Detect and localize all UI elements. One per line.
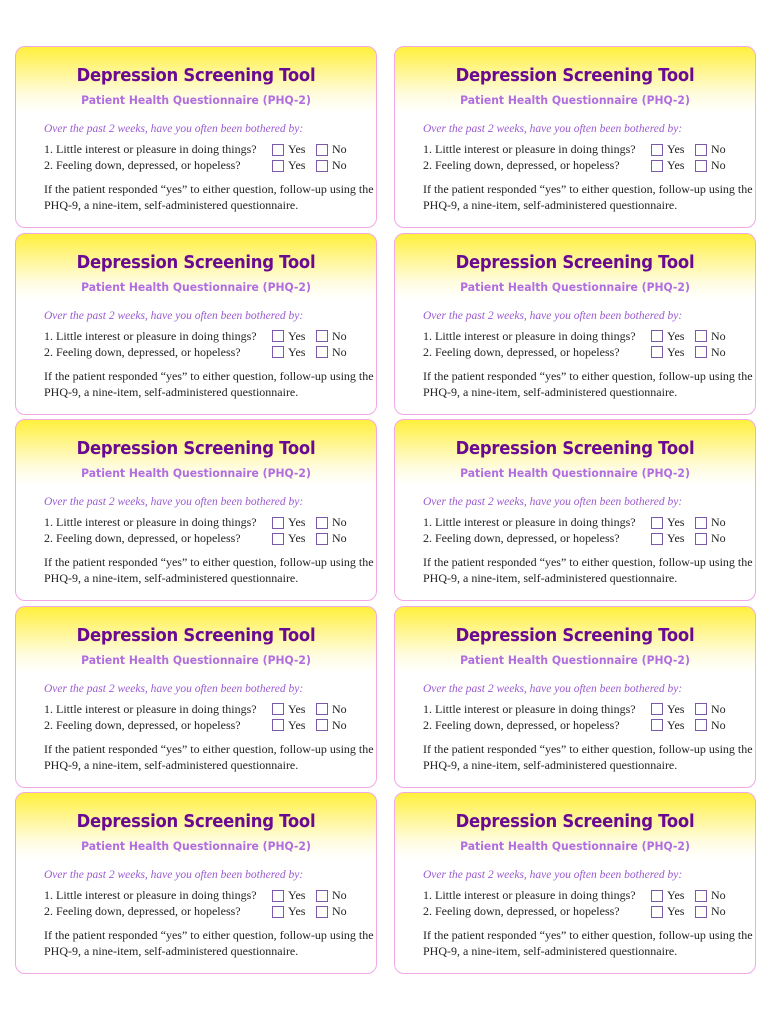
q2-yes-option[interactable] — [272, 531, 305, 546]
checkbox-icon[interactable] — [695, 144, 707, 156]
card-title: Depression Screening Tool — [455, 625, 695, 646]
followup-note: If the patient responded “yes” to either question, follow-up using the PHQ-9, a nine-item, self-administered questionnaire. — [423, 555, 753, 585]
q1-yes-option[interactable] — [272, 888, 305, 903]
checkbox-icon[interactable] — [695, 533, 707, 545]
question-1: 1. Little interest or pleasure in doing things? — [44, 701, 257, 716]
question-prompt: Over the past 2 weeks, have you often been bothered by: — [44, 309, 304, 322]
checkbox-icon[interactable] — [316, 719, 328, 731]
q1-no-option[interactable] — [316, 515, 347, 530]
followup-note: If the patient responded “yes” to either question, follow-up using the PHQ-9, a nine-item, self-administered questionnaire. — [423, 368, 753, 399]
no-label: No — [332, 142, 347, 156]
screening-card — [394, 606, 756, 788]
yes-label: Yes — [667, 328, 685, 343]
no-label: No — [332, 701, 347, 716]
question-2: 2. Feeling down, depressed, or hopeless? — [44, 531, 241, 545]
followup-note: If the patient responded “yes” to either question, follow-up using the PHQ-9, a nine-item, self-administered questionnaire. — [44, 368, 374, 399]
question-2: 2. Feeling down, depressed, or hopeless? — [423, 717, 620, 732]
question-2: 2. Feeling down, depressed, or hopeless? — [423, 904, 620, 918]
checkbox-icon[interactable] — [316, 517, 328, 529]
card-sheet — [15, 46, 756, 974]
no-label: No — [711, 515, 726, 529]
question-1: 1. Little interest or pleasure in doing things? — [44, 328, 257, 343]
yes-label: Yes — [667, 717, 685, 732]
card-subtitle: Patient Health Questionnaire (PHQ-2) — [81, 652, 311, 667]
question-1: 1. Little interest or pleasure in doing things? — [423, 142, 636, 156]
yes-label: Yes — [667, 904, 685, 918]
yes-label: Yes — [288, 142, 306, 156]
q2-no-option[interactable] — [695, 904, 726, 919]
q2-no-option[interactable] — [316, 158, 347, 173]
question-1: 1. Little interest or pleasure in doing things? — [44, 888, 257, 902]
checkbox-icon[interactable] — [695, 890, 707, 902]
card-title: Depression Screening Tool — [76, 625, 316, 646]
question-1: 1. Little interest or pleasure in doing things? — [423, 888, 636, 902]
checkbox-icon[interactable] — [272, 160, 284, 172]
card-subtitle: Patient Health Questionnaire (PHQ-2) — [81, 279, 311, 294]
q2-no-option[interactable] — [695, 158, 726, 173]
question-2: 2. Feeling down, depressed, or hopeless? — [44, 158, 241, 172]
no-label: No — [332, 328, 347, 343]
no-label: No — [711, 701, 726, 716]
followup-note: If the patient responded “yes” to either question, follow-up using the PHQ-9, a nine-item, self-administered questionnaire. — [44, 182, 374, 212]
no-label: No — [711, 328, 726, 343]
checkbox-icon[interactable] — [316, 906, 328, 918]
no-label: No — [332, 531, 347, 545]
followup-note: If the patient responded “yes” to either question, follow-up using the PHQ-9, a nine-item, self-administered questionnaire. — [423, 741, 753, 772]
no-label: No — [711, 158, 726, 172]
q1-no-option[interactable] — [316, 888, 347, 903]
card-subtitle: Patient Health Questionnaire (PHQ-2) — [460, 466, 690, 480]
checkbox-icon[interactable] — [272, 890, 284, 902]
card-subtitle: Patient Health Questionnaire (PHQ-2) — [81, 93, 311, 107]
no-label: No — [711, 344, 726, 359]
q2-no-option[interactable] — [695, 718, 726, 733]
question-1: 1. Little interest or pleasure in doing things? — [423, 515, 636, 529]
q1-no-option[interactable] — [316, 142, 347, 157]
checkbox-icon[interactable] — [651, 703, 663, 715]
q2-yes-option[interactable] — [272, 345, 305, 360]
yes-label: Yes — [667, 158, 685, 172]
no-label: No — [711, 888, 726, 902]
screening-card — [394, 792, 756, 974]
checkbox-icon[interactable] — [272, 719, 284, 731]
checkbox-icon[interactable] — [651, 719, 663, 731]
q1-yes-option[interactable] — [651, 515, 684, 530]
question-2: 2. Feeling down, depressed, or hopeless? — [44, 344, 241, 359]
yes-label: Yes — [288, 328, 306, 343]
q2-no-option[interactable] — [316, 531, 347, 546]
card-subtitle: Patient Health Questionnaire (PHQ-2) — [460, 652, 690, 667]
yes-label: Yes — [667, 701, 685, 716]
checkbox-icon[interactable] — [695, 330, 707, 342]
q1-no-option[interactable] — [316, 329, 347, 344]
yes-label: Yes — [667, 531, 685, 545]
no-label: No — [332, 344, 347, 359]
question-prompt: Over the past 2 weeks, have you often been bothered by: — [44, 682, 304, 695]
card-title: Depression Screening Tool — [76, 439, 316, 459]
yes-label: Yes — [667, 888, 685, 902]
no-label: No — [332, 717, 347, 732]
q2-yes-option[interactable] — [272, 718, 305, 733]
card-title: Depression Screening Tool — [455, 812, 695, 832]
checkbox-icon[interactable] — [272, 906, 284, 918]
checkbox-icon[interactable] — [316, 330, 328, 342]
q1-yes-option[interactable] — [651, 702, 684, 717]
q2-yes-option[interactable] — [272, 904, 305, 919]
yes-label: Yes — [288, 515, 306, 529]
card-subtitle: Patient Health Questionnaire (PHQ-2) — [81, 466, 311, 480]
checkbox-icon[interactable] — [651, 890, 663, 902]
checkbox-icon[interactable] — [651, 330, 663, 342]
question-2: 2. Feeling down, depressed, or hopeless? — [44, 904, 241, 918]
screening-card — [15, 419, 377, 601]
screening-card — [15, 46, 377, 228]
question-prompt: Over the past 2 weeks, have you often been bothered by: — [423, 496, 683, 508]
screening-card — [394, 46, 756, 228]
checkbox-icon[interactable] — [651, 906, 663, 918]
q1-yes-option[interactable] — [272, 515, 305, 530]
yes-label: Yes — [288, 531, 306, 545]
question-2: 2. Feeling down, depressed, or hopeless? — [423, 158, 620, 172]
q2-no-option[interactable] — [695, 345, 726, 360]
question-prompt: Over the past 2 weeks, have you often been bothered by: — [44, 123, 304, 135]
card-subtitle: Patient Health Questionnaire (PHQ-2) — [460, 93, 690, 107]
card-title: Depression Screening Tool — [76, 812, 316, 832]
question-1: 1. Little interest or pleasure in doing things? — [44, 142, 257, 156]
screening-card — [394, 233, 756, 415]
q2-no-option[interactable] — [316, 718, 347, 733]
q2-yes-option[interactable] — [651, 904, 684, 919]
q1-yes-option[interactable] — [651, 329, 684, 344]
checkbox-icon[interactable] — [316, 160, 328, 172]
q1-yes-option[interactable] — [272, 702, 305, 717]
yes-label: Yes — [288, 344, 306, 359]
no-label: No — [711, 904, 726, 918]
screening-card — [15, 233, 377, 415]
checkbox-icon[interactable] — [272, 533, 284, 545]
yes-label: Yes — [288, 888, 306, 902]
question-prompt: Over the past 2 weeks, have you often been bothered by: — [423, 869, 683, 881]
q2-no-option[interactable] — [695, 531, 726, 546]
question-2: 2. Feeling down, depressed, or hopeless? — [423, 531, 620, 545]
card-title: Depression Screening Tool — [455, 66, 695, 86]
question-1: 1. Little interest or pleasure in doing things? — [423, 701, 636, 716]
screening-card — [394, 419, 756, 601]
checkbox-icon[interactable] — [316, 890, 328, 902]
card-title: Depression Screening Tool — [76, 66, 316, 86]
question-prompt: Over the past 2 weeks, have you often been bothered by: — [44, 869, 304, 881]
yes-label: Yes — [288, 904, 306, 918]
checkbox-icon[interactable] — [695, 517, 707, 529]
yes-label: Yes — [288, 717, 306, 732]
q2-yes-option[interactable] — [651, 158, 684, 173]
q1-yes-option[interactable] — [272, 329, 305, 344]
q1-no-option[interactable] — [316, 702, 347, 717]
q2-no-option[interactable] — [316, 904, 347, 919]
screening-card — [15, 606, 377, 788]
card-title: Depression Screening Tool — [76, 252, 316, 273]
q2-yes-option[interactable] — [651, 531, 684, 546]
question-prompt: Over the past 2 weeks, have you often been bothered by: — [44, 496, 304, 508]
checkbox-icon[interactable] — [272, 517, 284, 529]
checkbox-icon[interactable] — [695, 719, 707, 731]
checkbox-icon[interactable] — [316, 703, 328, 715]
followup-note: If the patient responded “yes” to either question, follow-up using the PHQ-9, a nine-item, self-administered questionnaire. — [44, 555, 374, 585]
card-title: Depression Screening Tool — [455, 252, 695, 273]
question-2: 2. Feeling down, depressed, or hopeless? — [44, 717, 241, 732]
no-label: No — [711, 717, 726, 732]
checkbox-icon[interactable] — [651, 533, 663, 545]
question-1: 1. Little interest or pleasure in doing things? — [44, 515, 257, 529]
q1-yes-option[interactable] — [651, 888, 684, 903]
q2-no-option[interactable] — [316, 345, 347, 360]
question-2: 2. Feeling down, depressed, or hopeless? — [423, 344, 620, 359]
question-prompt: Over the past 2 weeks, have you often been bothered by: — [423, 682, 683, 695]
checkbox-icon[interactable] — [272, 144, 284, 156]
card-subtitle: Patient Health Questionnaire (PHQ-2) — [460, 279, 690, 294]
checkbox-icon[interactable] — [695, 346, 707, 358]
card-subtitle: Patient Health Questionnaire (PHQ-2) — [81, 839, 311, 853]
checkbox-icon[interactable] — [316, 346, 328, 358]
no-label: No — [332, 515, 347, 529]
checkbox-icon[interactable] — [695, 160, 707, 172]
q1-no-option[interactable] — [695, 329, 726, 344]
q2-yes-option[interactable] — [651, 345, 684, 360]
checkbox-icon[interactable] — [651, 517, 663, 529]
followup-note: If the patient responded “yes” to either question, follow-up using the PHQ-9, a nine-item, self-administered questionnaire. — [44, 741, 374, 772]
q1-yes-option[interactable] — [272, 142, 305, 157]
no-label: No — [332, 158, 347, 172]
no-label: No — [711, 142, 726, 156]
checkbox-icon[interactable] — [651, 346, 663, 358]
yes-label: Yes — [667, 142, 685, 156]
yes-label: Yes — [288, 701, 306, 716]
yes-label: Yes — [667, 515, 685, 529]
yes-label: Yes — [288, 158, 306, 172]
card-subtitle: Patient Health Questionnaire (PHQ-2) — [460, 839, 690, 853]
no-label: No — [711, 531, 726, 545]
checkbox-icon[interactable] — [695, 703, 707, 715]
checkbox-icon[interactable] — [695, 906, 707, 918]
q1-no-option[interactable] — [695, 142, 726, 157]
screening-card — [15, 792, 377, 974]
checkbox-icon[interactable] — [272, 346, 284, 358]
no-label: No — [332, 888, 347, 902]
q1-no-option[interactable] — [695, 515, 726, 530]
followup-note: If the patient responded “yes” to either question, follow-up using the PHQ-9, a nine-item, self-administered questionnaire. — [44, 928, 374, 958]
checkbox-icon[interactable] — [651, 144, 663, 156]
checkbox-icon[interactable] — [316, 144, 328, 156]
checkbox-icon[interactable] — [272, 330, 284, 342]
followup-note: If the patient responded “yes” to either question, follow-up using the PHQ-9, a nine-item, self-administered questionnaire. — [423, 928, 753, 958]
q2-yes-option[interactable] — [651, 718, 684, 733]
q1-no-option[interactable] — [695, 702, 726, 717]
followup-note: If the patient responded “yes” to either question, follow-up using the PHQ-9, a nine-item, self-administered questionnaire. — [423, 182, 753, 212]
question-prompt: Over the past 2 weeks, have you often been bothered by: — [423, 309, 683, 322]
card-title: Depression Screening Tool — [455, 439, 695, 459]
no-label: No — [332, 904, 347, 918]
q1-yes-option[interactable] — [651, 142, 684, 157]
question-prompt: Over the past 2 weeks, have you often been bothered by: — [423, 123, 683, 135]
yes-label: Yes — [667, 344, 685, 359]
q1-no-option[interactable] — [695, 888, 726, 903]
question-1: 1. Little interest or pleasure in doing things? — [423, 328, 636, 343]
checkbox-icon[interactable] — [651, 160, 663, 172]
checkbox-icon[interactable] — [316, 533, 328, 545]
q2-yes-option[interactable] — [272, 158, 305, 173]
checkbox-icon[interactable] — [272, 703, 284, 715]
